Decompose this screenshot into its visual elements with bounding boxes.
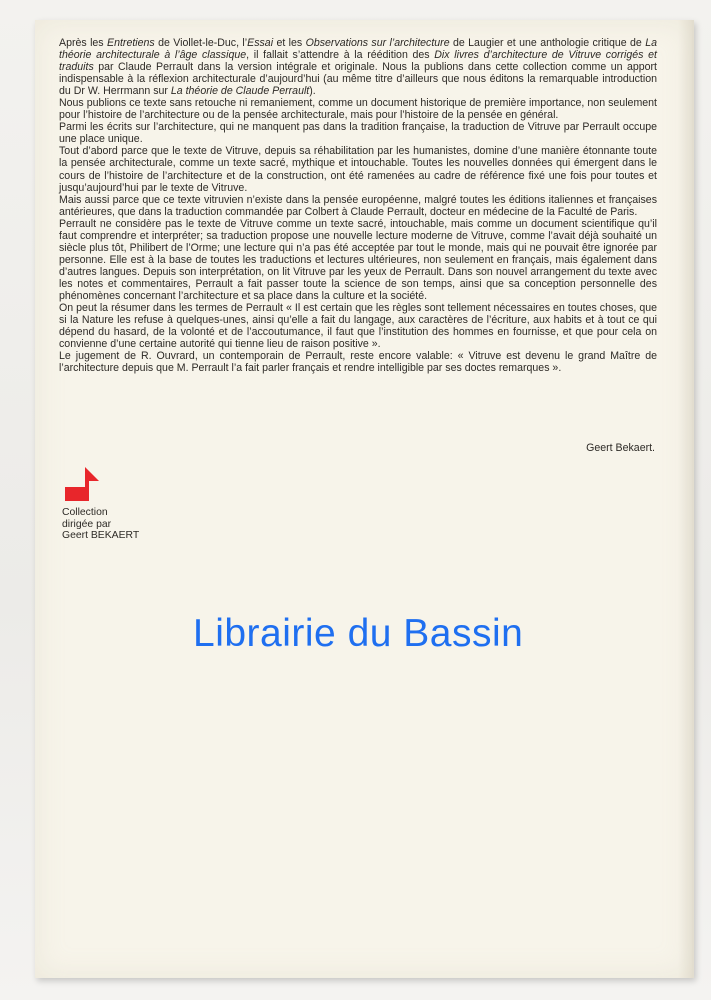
publisher-logo-icon: [65, 467, 99, 501]
book-back-cover: [35, 20, 694, 978]
italic-title: La théorie architecturale à l’âge classique: [59, 37, 657, 62]
bookseller-stamp: Librairie du Bassin: [193, 612, 524, 655]
italic-title: Dix livres d’architecture de Vitruve corrigés et traduits: [59, 49, 657, 74]
text-run: de Viollet-le-Duc, l’: [154, 37, 248, 49]
text-run: Après les: [59, 37, 108, 49]
blurb-paragraph: [59, 97, 657, 121]
blurb-paragraph: [59, 218, 657, 302]
italic-title: Observations sur l’architecture: [305, 37, 450, 49]
text-run: Le jugement de R. Ouvrard, un contemporain de Perrault, reste encore valable: « Vitruve est devenu le grand Maître de l’architecture depuis que M. Perrault l’a fait parler français et rendre intelligible par ses doctes remarques ».: [59, 350, 657, 375]
blurb-paragraph: [59, 302, 657, 350]
collection-editor: Geert BEKAERT: [62, 530, 140, 542]
text-run: et les: [273, 37, 306, 49]
italic-title: La théorie de Claude Perrault: [170, 85, 310, 98]
collection-credit: [62, 507, 139, 542]
italic-title: Entretiens: [107, 37, 155, 49]
italic-title: Essai: [247, 37, 274, 49]
signature: Geert Bekaert.: [586, 442, 655, 454]
text-run: Mais aussi parce que ce texte vitruvien n’existe dans la pensée européenne, malgré toutes les éditions italiennes et françaises antérieures, que dans la traduction commandée par Colbert à Claude Perrault, docteur en médecine de la Faculté de Paris.: [59, 193, 657, 218]
text-run: de Laugier et une anthologie critique de: [449, 37, 646, 49]
text-run: Parmi les écrits sur l’architecture, qui ne manquent pas dans la tradition française, la traduction de Vitruve par Perrault occupe une place unique.: [59, 121, 657, 146]
blurb-paragraph: [59, 121, 657, 145]
text-run: ).: [309, 85, 316, 98]
text-run: Perrault ne considère pas le texte de Vitruve comme un texte sacré, intouchable, mais comme un document scientifique qu’il faut comprendre et interpréter; sa traduction propose une nouvelle lecture moderne de Vitruve, comme l’avait déjà souhaité un siècle plus tôt, Philibert de l’Orme; une lecture qui n’a pas été acceptée par tout le monde, mais qui ne pouvait être ignorée par personne. Elle est à la base de toutes les traductions et lectures ultérieures, non seulement en français, mais également dans d’autres langues. Depuis son interprétation, on lit Vitruve par les yeux de Perrault. Dans son nouvel arrangement du texte avec les notes et commentaires, Perrault a fait passer toute la science de son temps, ainsi que sa conception personnelle des phénomènes concernant l’architecture et sa place dans la culture et la société.: [59, 217, 657, 302]
text-run: On peut la résumer dans les termes de Perrault « Il est certain que les règles sont tellement nécessaires en toutes choses, que si la Nature les refuse à quelques-unes, ainsi qu’elle a fait du langage, aux caractères de l’écriture, aux habits et à tout ce qui dépend du hasard, de la volonté et de l’accoutumance, il faut que l’institution des hommes en fournisse, et que pour cela on convienne d’une certaine autorité qui tienne lieu de raison positive ».: [59, 302, 657, 351]
collection-label: Collection: [62, 507, 108, 518]
blurb-paragraph: [59, 37, 657, 97]
blurb-paragraph: [59, 194, 657, 218]
blurb-paragraph: [59, 350, 657, 374]
text-run: Tout d’abord parce que le texte de Vitruve, depuis sa réhabilitation par les humanistes, domine d’une manière étonnante toute la pensée architecturale, comme un texte sacré, mythique et intouchable. Toutes les nouvelles données qui émergent dans le cours de l’histoire de l’architecture et de la construction, ont été ramenées au cadre de référence fixé une fois pour toutes et jusqu’aujourd’hui par le texte de Vitruve.: [59, 145, 657, 194]
text-run: par Claude Perrault dans la version intégrale et originale. Nous la publions dans cette collection comme un apport indispensable à la réflexion architecturale d’aujourd’hui (au même titre d’ailleurs que nous éditons la remarquable introduction du Dr W. Herrmann sur: [59, 61, 657, 98]
collection-directed-by: dirigée par: [62, 518, 112, 530]
text-run: , il fallait s’attendre à la réédition des: [246, 49, 435, 62]
blurb-paragraph: [59, 145, 657, 193]
blurb-text: [59, 37, 657, 374]
text-run: Nous publions ce texte sans retouche ni remaniement, comme un document historique de première importance, non seulement pour l’histoire de l’architecture ou de la pensée architecturale, mais pour l’histoire de la pensée en général.: [59, 97, 657, 122]
